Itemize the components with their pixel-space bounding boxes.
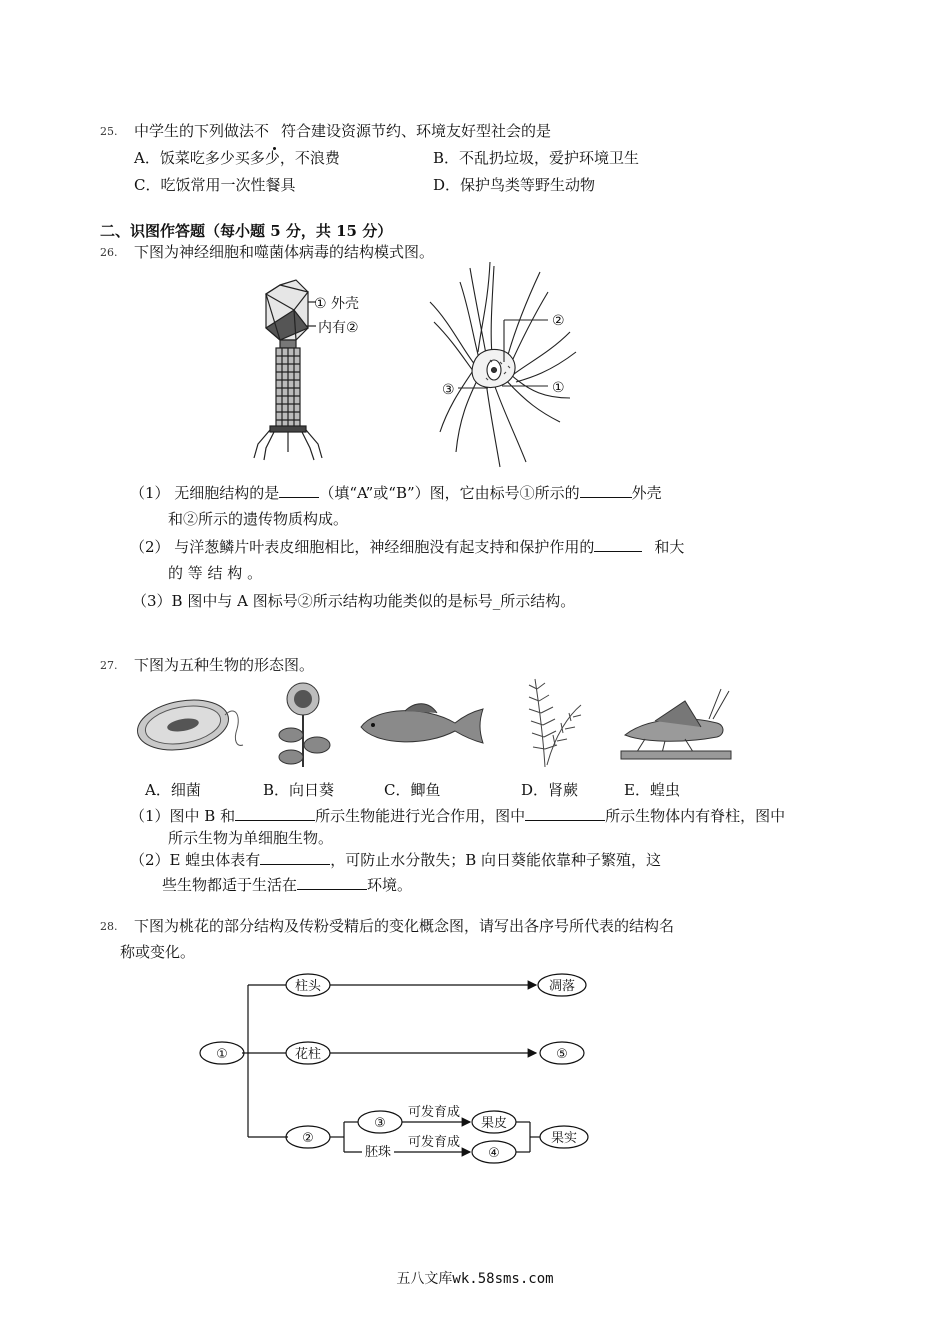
node-4: ④ — [488, 1146, 500, 1161]
node-style: 花柱 — [294, 1047, 322, 1062]
q26-sub2-part2: 和大 — [654, 538, 685, 556]
q25-option-b: B．不乱扔垃圾，爱护环境卫生 — [433, 149, 640, 167]
q26-sub1-part2: （填“A”或“B”）图，它由标号①所示的 — [319, 484, 580, 502]
q26-stem: 下图为神经细胞和噬菌体病毒的结构模式图。 — [134, 243, 435, 261]
q27-stem: 下图为五种生物的形态图。 — [134, 656, 315, 674]
node-fruit: 果实 — [550, 1131, 578, 1146]
phage-label-inner: 内有② — [318, 320, 359, 336]
neuron-label-1: ① — [552, 380, 565, 396]
phage-label-shell: ① 外壳 — [314, 296, 360, 312]
q25-option-d: D．保护鸟类等野生动物 — [433, 176, 596, 194]
neuron-label-3: ③ — [442, 382, 455, 398]
q28-stem-line1: 下图为桃花的部分结构及传粉受精后的变化概念图，请写出各序号所代表的结构名 — [134, 917, 675, 935]
q25-stem-part2: 符合建设资源节约、环境友好型社会的是 — [281, 122, 552, 140]
q26-sub3: （3）B 图中与 A 图标号②所示结构功能类似的是标号_所示结构。 — [132, 592, 576, 610]
q28-stem-line2: 称或变化。 — [120, 943, 196, 961]
q26-number: 26. — [100, 246, 118, 259]
label-sunflower: B．向日葵 — [263, 781, 335, 799]
q26-sub2-part1: （2） 与洋葱鳞片叶表皮细胞相比，神经细胞没有起支持和保护作用的 — [130, 538, 595, 556]
develop-label-2: 可发育成 — [407, 1135, 461, 1150]
q26-sub1-part1: （1） 无细胞结构的是 — [130, 484, 280, 502]
q27-sub1-part1: （1）图中 B 和 — [130, 807, 236, 825]
node-3: ③ — [374, 1116, 386, 1131]
node-5: ⑤ — [556, 1047, 568, 1062]
label-bacterium: A．细菌 — [145, 781, 201, 799]
q27-sub1-part3: 所示生物体内有脊柱，图中 — [605, 807, 786, 825]
develop-label-1: 可发育成 — [407, 1105, 461, 1120]
q26-sub2-cont: 的 等 结 构 。 — [168, 564, 263, 582]
section-title: 二、识图作答题（每小题 5 分，共 15 分） — [100, 222, 393, 240]
node-pericarp: 果皮 — [480, 1116, 508, 1131]
q25-number: 25. — [100, 125, 118, 138]
node-wither: 凋落 — [548, 979, 576, 994]
q25-option-c: C．吃饭常用一次性餐具 — [134, 176, 296, 194]
label-grasshopper: E．蝗虫 — [624, 781, 680, 799]
label-carp: C．鲫鱼 — [384, 781, 441, 799]
node-ovule: 胚珠 — [364, 1145, 392, 1160]
node-2: ② — [302, 1131, 314, 1146]
q28-number: 28. — [100, 920, 118, 933]
q27-sub2-part4: 环境。 — [367, 876, 413, 894]
q26-sub1-part3: 外壳 — [631, 484, 662, 502]
q26-sub1-cont: 和②所示的遗传物质构成。 — [168, 510, 349, 528]
footer-watermark: 五八文库wk.58sms.com — [396, 1271, 554, 1287]
label-fern: D．肾蕨 — [521, 781, 579, 799]
q25-stem-part1: 中学生的下列做法不 — [134, 122, 270, 140]
q27-sub2-part2: ，可防止水分散失；B 向日葵能依靠种子繁殖，这 — [330, 851, 662, 869]
q27-sub1-part2: 所示生物能进行光合作用，图中 — [315, 807, 526, 825]
node-1: ① — [216, 1047, 228, 1062]
q25-option-a: A．饭菜吃多少买多少，不浪费 — [134, 149, 340, 167]
q27-sub1-cont: 所示生物为单细胞生物。 — [168, 829, 334, 847]
node-stigma: 柱头 — [294, 979, 322, 994]
q27-sub2-part1: （2）E 蝗虫体表有 — [130, 851, 261, 869]
neuron-label-2: ② — [552, 313, 565, 329]
q27-sub2-part3: 些生物都适于生活在 — [162, 876, 298, 894]
q27-number: 27. — [100, 659, 118, 672]
